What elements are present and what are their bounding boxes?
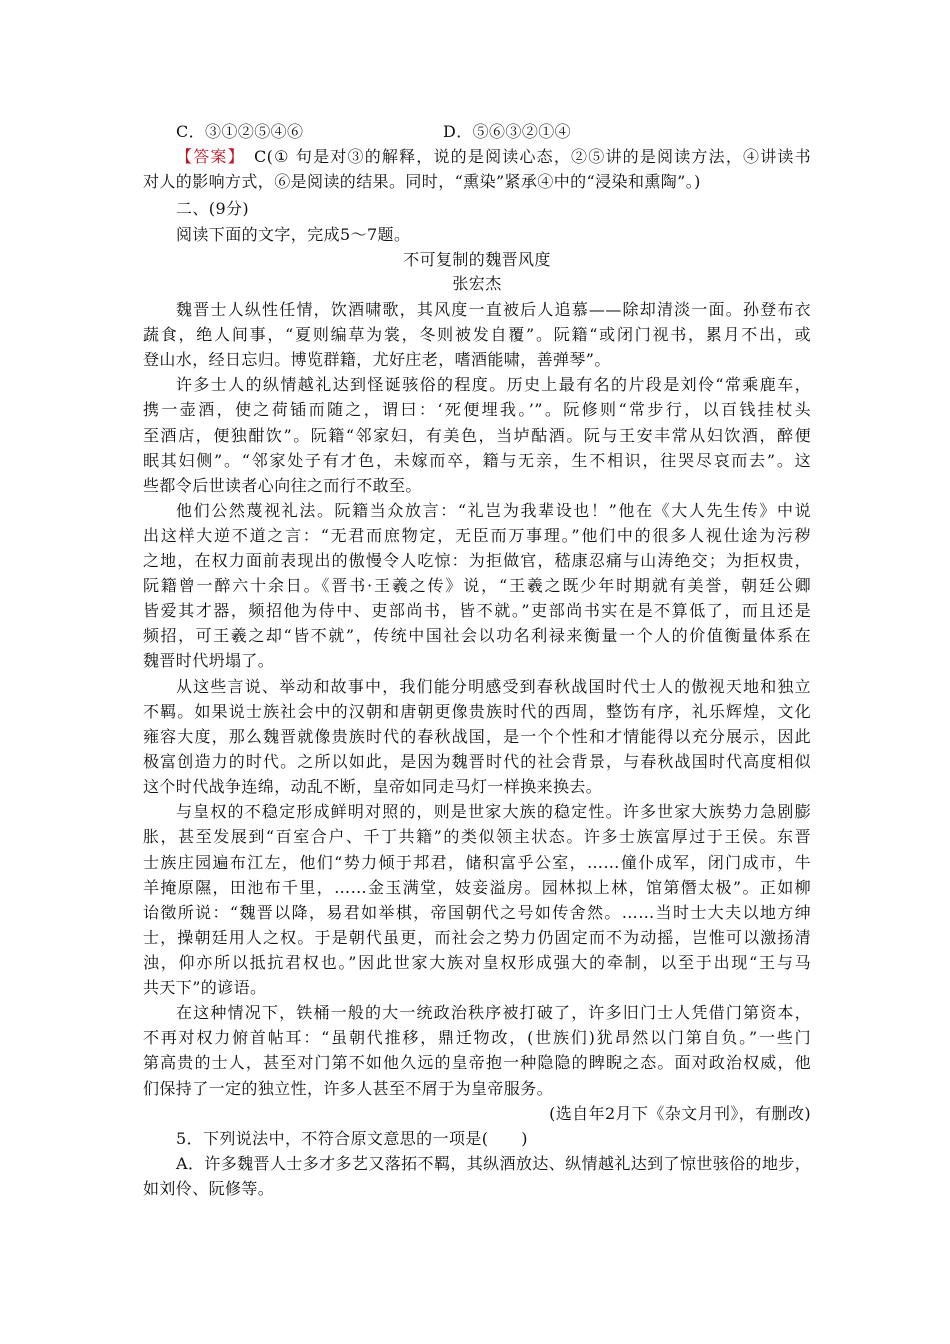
- article-line: 皆爱其才器，频招他为侍中、吏部尚书，皆不就。”吏部尚书实在是不算低了，而且还是: [143, 601, 811, 620]
- option-c: C．③①②⑤④⑥: [176, 122, 304, 141]
- article-line: 眠其妇侧”。“邻家处子有才色，未嫁而卒，籍与无亲，生不相识，往哭尽哀而去”。这: [143, 451, 811, 470]
- article-line: 胀，甚至发展到“百室合户、千丁共籍”的类似领主状态。许多士族富厚过于王侯。东晋: [143, 827, 811, 846]
- answer-text-1: C(① 句是对③的解释，说的是阅读心态，②⑤讲的是阅读方法，④讲读书: [254, 147, 812, 166]
- article-line: 与皇权的不稳定形成鲜明对照的，则是世家大族的稳定性。许多世家大族势力急剧膨: [176, 802, 811, 821]
- article-line: 从这些言说、举动和故事中，我们能分明感受到春秋战国时代士人的傲视天地和独立: [176, 677, 811, 696]
- article-line: 魏晋时代坍塌了。: [143, 651, 275, 670]
- article-line: 携一壶酒，使之荷锸而随之，谓曰：‘死便埋我。’”。阮修则“常步行，以百钱挂杖头: [143, 400, 811, 419]
- article-line: 些都令后世读者心向往之而行不敢至。: [143, 476, 422, 495]
- article-line: 出这样大逆不道之言：“无君而庶物定，无臣而万事理。”他们中的很多人视仕途为污秽: [143, 526, 811, 545]
- question-5-stem: 5．下列说法中，不符合原文意思的一项是( ): [176, 1129, 528, 1148]
- answer-line-1: [176, 146, 811, 168]
- article-line: 频招，可王羲之却“皆不就”，传统中国社会以功名利禄来衡量一个人的价值衡量体系在: [143, 626, 811, 645]
- article-line: 魏晋士人纵性任情，饮酒啸歌，其风度一直被后人追慕——除却清淡一面。孙登布衣: [176, 300, 811, 319]
- article-line: 第高贵的士人，甚至对门第不如他久远的皇帝抱一种隐隐的睥睨之态。面对政治权威，他: [143, 1053, 811, 1072]
- article-line: 登山水，经日忘归。博览群籍，尤好庄老，嗜酒能啸，善弹琴”。: [143, 350, 611, 369]
- article-line: 们保持了一定的独立性，许多人甚至不屑于为皇帝服务。: [143, 1079, 554, 1098]
- article-line: 诒徵所说：“魏晋以降，易君如举棋，帝国朝代之号如传舍然。……当时士大夫以地方绅: [143, 903, 811, 922]
- answer-tag: 【答案】: [176, 147, 237, 166]
- section-instruction: 阅读下面的文字，完成5～7题。: [176, 225, 411, 244]
- article-line: 极富创造力的时代。之所以如此，是因为魏晋时代的社会背景，与春秋战国时代高度相似: [143, 752, 811, 771]
- article-line: 之地，在权力面前表现出的傲慢令人吃惊：为拒做官，嵇康忍痛与山涛绝交；为拒权贵，: [143, 551, 811, 570]
- option-d: D．⑤⑥③②①④: [443, 122, 572, 141]
- article-line: 羊掩原隰，田池布千里，……金玉满堂，妓妾溢房。园林拟上林，馆第僭太极”。正如柳: [143, 878, 811, 897]
- article-line: 雍容大度，那么魏晋就像贵族时代的春秋战国，是一个个性和才情能得以充分展示，因此: [143, 727, 811, 746]
- article-line: 蔬食，绝人间事，“夏则编草为裳，冬则被发自覆”。阮籍“或闭门视书，累月不出，或: [143, 325, 811, 344]
- article-title: 不可复制的魏晋风度: [403, 250, 551, 269]
- answer-line-2: 对人的影响方式，⑥是阅读的结果。同时，“熏染”紧承④中的“浸染和熏陶”。): [143, 172, 701, 191]
- article-line: 这个时代战争连绵，动乱不断，皇帝如同走马灯一样换来换去。: [143, 777, 603, 796]
- article-line: 不羁。如果说士族社会中的汉朝和唐朝更像贵族时代的西周，整饬有序，礼乐辉煌，文化: [143, 702, 811, 721]
- article-line: 阮籍曾一醉六十余日。《晋书·王羲之传》说，“王羲之既少年时期就有美誉，朝廷公卿: [143, 576, 811, 595]
- article-line: 许多士人的纵情越礼达到怪诞骇俗的程度。历史上最有名的片段是刘伶“常乘鹿车，: [176, 375, 811, 394]
- section-heading: 二、(9分): [176, 199, 250, 218]
- article-line: 士族庄园遍布江左，他们“势力倾于邦君，储积富乎公室，……僮仆成军，闭门成市，牛: [143, 853, 811, 872]
- article-author: 张宏杰: [452, 274, 502, 293]
- article-line: 至酒店，便独酣饮”。阮籍“邻家妇，有美色，当垆酤酒。阮与王安丰常从妇饮酒，醉便: [143, 426, 811, 445]
- article-line: 他们公然蔑视礼法。阮籍当众放言：“礼岂为我辈设也！”他在《大人先生传》中说: [176, 501, 811, 520]
- article-line: 浊，仰亦所以抵抗君权也。”因此世家大族对皇权形成强大的牵制，以至于出现“王与马: [143, 953, 811, 972]
- article-line: 在这种情况下，铁桶一般的大一统政治秩序被打破了，许多旧门士人凭借门第资本，: [176, 1003, 811, 1022]
- article-source: (选自年2月下《杂文月刊》，有删改): [549, 1104, 811, 1123]
- article-line: 士，操朝廷用人之权。于是朝代虽更，而社会之势力仍固定而不为动摇，岂惟可以激扬清: [143, 928, 811, 947]
- question-5-option-a-cont: 如刘伶、阮修等。: [143, 1179, 275, 1198]
- article-line: 不再对权力俯首帖耳：“虽朝代推移，鼎迁物改，(世族们)犹昂然以门第自负。”一些门: [143, 1028, 811, 1047]
- article-line: 共天下”的谚语。: [143, 978, 267, 997]
- question-5-option-a: A．许多魏晋人士多才多艺又落拓不羁，其纵酒放达、纵情越礼达到了惊世骇俗的地步，: [176, 1154, 812, 1173]
